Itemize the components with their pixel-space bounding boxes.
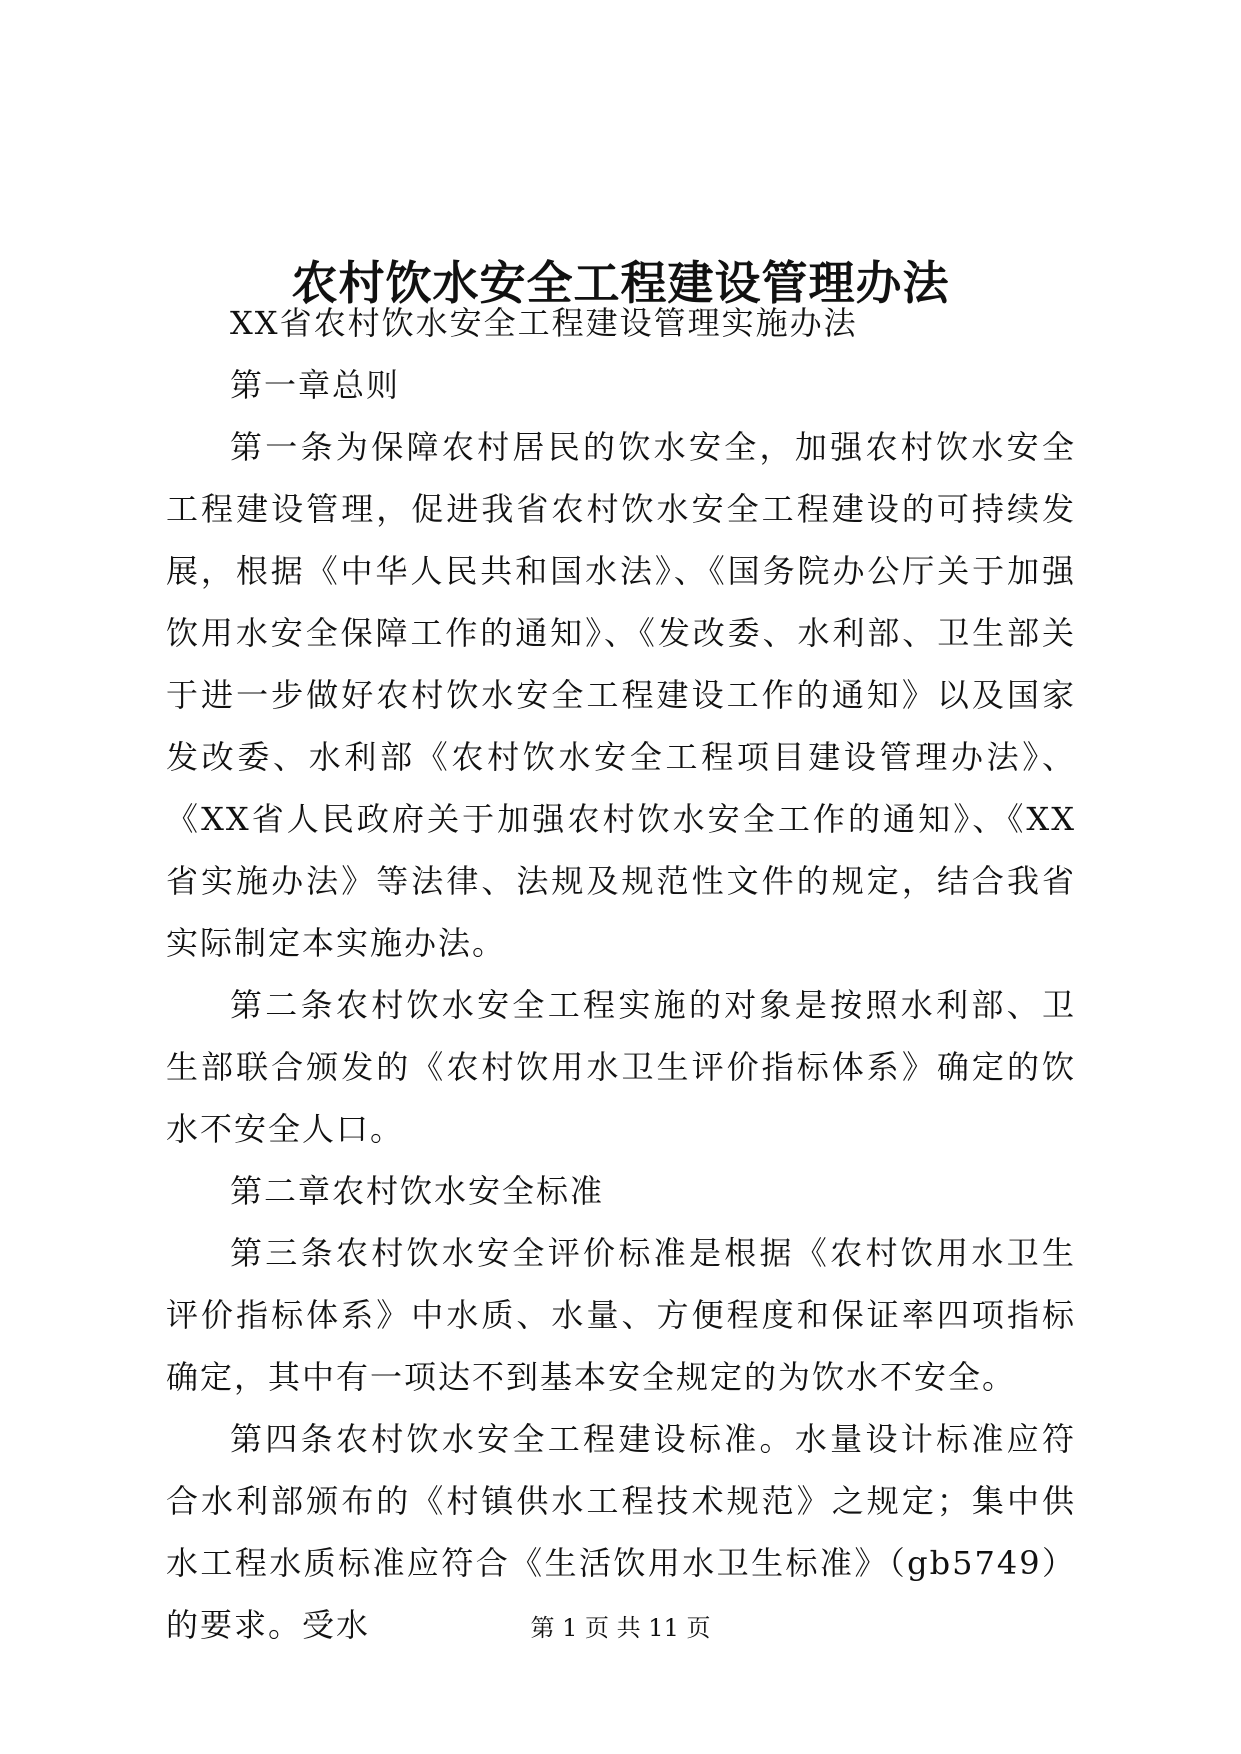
article-paragraph: 第三条农村饮水安全评价标准是根据《农村饮用水卫生评价指标体系》中水质、水量、方便程度和保证率四项指标确定，其中有一项达不到基本安全规定的为饮水不安全。 [166, 1234, 1076, 1396]
document-title: 农村饮水安全工程建设管理办法 [291, 255, 950, 310]
subtitle-paragraph: XX省农村饮水安全工程建设管理实施办法 [230, 304, 858, 342]
document-body [166, 292, 1076, 1656]
article-paragraph: 第四条农村饮水安全工程建设标准。水量设计标准应符合水利部颁布的《村镇供水工程技术规范》之规定；集中供水工程水质标准应符合《生活饮用水卫生标准》（gb5749）的要求。受水 [166, 1420, 1076, 1644]
chapter-heading: 第一章总则 [230, 366, 401, 404]
chapter-heading: 第二章农村饮水安全标准 [230, 1172, 605, 1210]
article-paragraph: 第二条农村饮水安全工程实施的对象是按照水利部、卫生部联合颁发的《农村饮用水卫生评价指标体系》确定的饮水不安全人口。 [166, 986, 1076, 1148]
page-footer: 第 1 页 共 11 页 [530, 1614, 711, 1642]
article-paragraph: 第一条为保障农村居民的饮水安全，加强农村饮水安全工程建设管理，促进我省农村饮水安全工程建设的可持续发展，根据《中华人民共和国水法》、《国务院办公厅关于加强饮用水安全保障工作的通知》、《发改委、水利部、卫生部关于进一步做好农村饮水安全工程建设工作的通知》以及国家发改委、水利部《农村饮水安全工程项目建设管理办法》、《XX省人民政府关于加强农村饮水安全工作的通知》、《XX省实施办法》等法律、法规及规范性文件的规定，结合我省实际制定本实施办法。 [166, 428, 1076, 962]
